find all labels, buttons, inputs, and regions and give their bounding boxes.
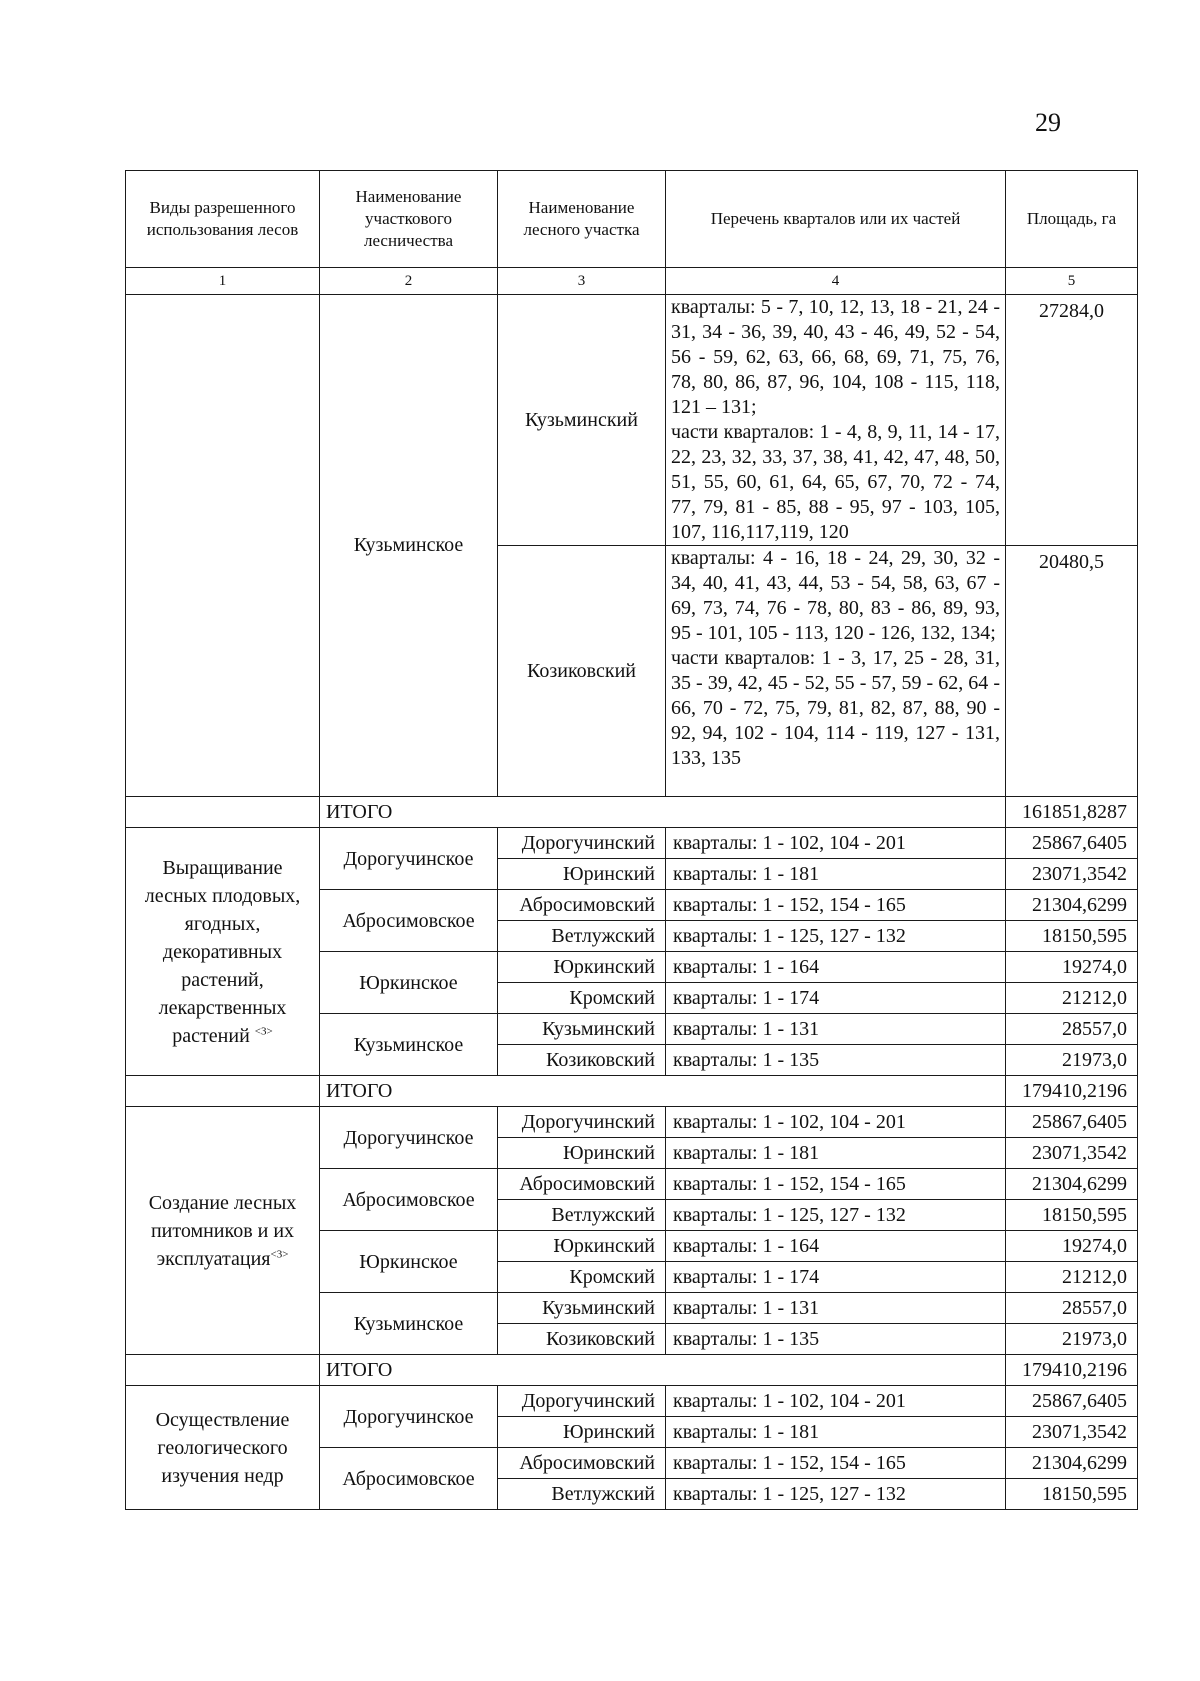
vid-cell-empty <box>126 295 320 797</box>
table-row <box>126 1107 1138 1138</box>
kvartaly-cell: кварталы: 1 - 102, 104 - 201 <box>666 828 1006 859</box>
total-row <box>126 1355 1138 1386</box>
kvartaly-cell: кварталы: 1 - 181 <box>666 1417 1006 1448</box>
vid-cell-empty <box>126 1355 320 1386</box>
kvartaly-cell: кварталы: 1 - 125, 127 - 132 <box>666 1479 1006 1510</box>
uchastok-cell: Кузьминский <box>498 295 666 546</box>
area-cell: 21973,0 <box>1006 1324 1138 1355</box>
lesnichestvo-cell: Абросимовское <box>320 890 498 952</box>
lesnichestvo-cell: Юркинское <box>320 952 498 1014</box>
uchastok-cell: Кузьминский <box>498 1014 666 1045</box>
total-row <box>126 797 1138 828</box>
area-cell: 28557,0 <box>1006 1014 1138 1045</box>
kvartaly-cell: кварталы: 1 - 181 <box>666 1138 1006 1169</box>
uchastok-cell: Козиковский <box>498 546 666 797</box>
kvartaly-text: кварталы: 4 - 16, 18 - 24, 29, 30, 32 - 34, 40, 41, 43, 44, 53 - 54, 58, 63, 67 - 69, 73, 74, 76 - 78, 80, 83 - 86, 89, 93, 95 - 101, 105 - 113, 120 - 126, 132, 134; <box>671 547 1000 644</box>
area-cell: 19274,0 <box>1006 952 1138 983</box>
lesnichestvo-cell: Абросимовское <box>320 1448 498 1510</box>
uchastok-cell: Кузьминский <box>498 1293 666 1324</box>
uchastok-cell: Юркинский <box>498 952 666 983</box>
uchastok-cell: Ветлужский <box>498 1200 666 1231</box>
kvartaly-cell: кварталы: 1 - 102, 104 - 201 <box>666 1386 1006 1417</box>
area-cell: 28557,0 <box>1006 1293 1138 1324</box>
kvartaly-cell: кварталы: 1 - 135 <box>666 1324 1006 1355</box>
kvartaly-cell: кварталы: 1 - 131 <box>666 1293 1006 1324</box>
uchastok-cell: Козиковский <box>498 1324 666 1355</box>
uchastok-cell: Дорогучинский <box>498 1386 666 1417</box>
chasti-text: части кварталов: 1 - 4, 8, 9, 11, 14 - 17, 22, 23, 32, 33, 37, 38, 41, 42, 47, 48, 50, 51, 55, 60, 61, 64, 65, 67, 70, 72 - 74, 77, 79, 81 - 85, 88 - 95, 97 - 103, 105, 107, 116,117,119, 120 <box>671 421 1000 543</box>
vid-cell: Осуществление геологического изучения недр <box>126 1386 320 1510</box>
column-number: 4 <box>666 268 1006 295</box>
area-cell: 18150,595 <box>1006 1479 1138 1510</box>
column-number-row <box>126 268 1138 295</box>
uchastok-cell: Ветлужский <box>498 921 666 952</box>
area-cell: 25867,6405 <box>1006 828 1138 859</box>
page-number: 29 <box>1035 108 1061 137</box>
total-label: ИТОГО <box>320 1355 1006 1386</box>
area-cell: 19274,0 <box>1006 1231 1138 1262</box>
lesnichestvo-cell: Дорогучинское <box>320 828 498 890</box>
kvartaly-cell: кварталы: 1 - 174 <box>666 1262 1006 1293</box>
area-cell: 21304,6299 <box>1006 890 1138 921</box>
kvartaly-cell: кварталы: 1 - 164 <box>666 952 1006 983</box>
vid-cell-empty <box>126 797 320 828</box>
area-cell: 21973,0 <box>1006 1045 1138 1076</box>
kvartaly-cell: кварталы: 1 - 152, 154 - 165 <box>666 1169 1006 1200</box>
uchastok-cell: Юринский <box>498 1138 666 1169</box>
header-kvartaly: Перечень кварталов или их частей <box>666 171 1006 268</box>
area-cell: 23071,3542 <box>1006 1138 1138 1169</box>
total-label: ИТОГО <box>320 797 1006 828</box>
column-number: 3 <box>498 268 666 295</box>
kvartaly-cell <box>666 295 1006 546</box>
header-vid: Виды разрешенного использования лесов <box>126 171 320 268</box>
area-cell: 21304,6299 <box>1006 1448 1138 1479</box>
kvartaly-cell: кварталы: 1 - 131 <box>666 1014 1006 1045</box>
area-cell: 25867,6405 <box>1006 1386 1138 1417</box>
header-lesnichestvo: Наименование участкового лесничества <box>320 171 498 268</box>
vid-text: Создание лесных питомников и их эксплуатация <box>148 1191 297 1270</box>
lesnichestvo-cell: Кузьминское <box>320 1014 498 1076</box>
footnote-ref: <3> <box>254 1024 273 1037</box>
total-row <box>126 1076 1138 1107</box>
total-label: ИТОГО <box>320 1076 1006 1107</box>
vid-cell <box>126 1107 320 1355</box>
uchastok-cell: Ветлужский <box>498 1479 666 1510</box>
area-cell: 21212,0 <box>1006 1262 1138 1293</box>
uchastok-cell: Дорогучинский <box>498 1107 666 1138</box>
uchastok-cell: Абросимовский <box>498 1448 666 1479</box>
uchastok-cell: Юринский <box>498 859 666 890</box>
vid-text: Выращивание лесных плодовых, ягодных, декоративных растений, лекарственных растений <box>144 856 301 1047</box>
footnote-ref: <3> <box>270 1247 289 1260</box>
area-cell: 23071,3542 <box>1006 1417 1138 1448</box>
area-cell: 21304,6299 <box>1006 1169 1138 1200</box>
area-cell: 18150,595 <box>1006 921 1138 952</box>
lesnichestvo-cell: Кузьминское <box>320 1293 498 1355</box>
kvartaly-cell: кварталы: 1 - 181 <box>666 859 1006 890</box>
vid-cell-empty <box>126 1076 320 1107</box>
kvartaly-cell: кварталы: 1 - 164 <box>666 1231 1006 1262</box>
uchastok-cell: Абросимовский <box>498 890 666 921</box>
total-value: 161851,8287 <box>1006 797 1138 828</box>
total-value: 179410,2196 <box>1006 1076 1138 1107</box>
header-uchastok: Наименование лесного участка <box>498 171 666 268</box>
column-number: 2 <box>320 268 498 295</box>
forest-use-table <box>125 170 1138 1510</box>
header-row <box>126 171 1138 268</box>
kvartaly-cell: кварталы: 1 - 174 <box>666 983 1006 1014</box>
vid-cell <box>126 828 320 1076</box>
uchastok-cell: Дорогучинский <box>498 828 666 859</box>
area-cell: 20480,5 <box>1006 546 1138 797</box>
kvartaly-cell: кварталы: 1 - 152, 154 - 165 <box>666 890 1006 921</box>
table-row <box>126 295 1138 546</box>
column-number: 1 <box>126 268 320 295</box>
area-cell: 18150,595 <box>1006 1200 1138 1231</box>
lesnichestvo-cell: Юркинское <box>320 1231 498 1293</box>
area-cell: 27284,0 <box>1006 295 1138 546</box>
lesnichestvo-cell: Дорогучинское <box>320 1107 498 1169</box>
uchastok-cell: Юркинский <box>498 1231 666 1262</box>
area-cell: 25867,6405 <box>1006 1107 1138 1138</box>
table-row <box>126 828 1138 859</box>
uchastok-cell: Кромский <box>498 1262 666 1293</box>
chasti-text: части кварталов: 1 - 3, 17, 25 - 28, 31, 35 - 39, 42, 45 - 52, 55 - 57, 59 - 62, 64 - 66, 70 - 72, 75, 79, 81, 82, 87, 88, 90 - 92, 94, 102 - 104, 114 - 119, 127 - 131, 133, 135 <box>671 647 1000 769</box>
kvartaly-text: кварталы: 5 - 7, 10, 12, 13, 18 - 21, 24 - 31, 34 - 36, 39, 40, 43 - 46, 49, 52 - 54, 56 - 59, 62, 63, 66, 68, 69, 71, 75, 76, 78, 80, 86, 87, 96, 104, 108 - 115, 118, 121 – 131; <box>671 296 1000 418</box>
lesnichestvo-cell: Абросимовское <box>320 1169 498 1231</box>
kvartaly-cell <box>666 546 1006 797</box>
kvartaly-cell: кварталы: 1 - 135 <box>666 1045 1006 1076</box>
kvartaly-cell: кварталы: 1 - 152, 154 - 165 <box>666 1448 1006 1479</box>
kvartaly-cell: кварталы: 1 - 125, 127 - 132 <box>666 921 1006 952</box>
total-value: 179410,2196 <box>1006 1355 1138 1386</box>
table-row <box>126 1386 1138 1417</box>
uchastok-cell: Юринский <box>498 1417 666 1448</box>
lesnichestvo-cell: Дорогучинское <box>320 1386 498 1448</box>
uchastok-cell: Абросимовский <box>498 1169 666 1200</box>
uchastok-cell: Кромский <box>498 983 666 1014</box>
area-cell: 21212,0 <box>1006 983 1138 1014</box>
kvartaly-cell: кварталы: 1 - 125, 127 - 132 <box>666 1200 1006 1231</box>
column-number: 5 <box>1006 268 1138 295</box>
kvartaly-cell: кварталы: 1 - 102, 104 - 201 <box>666 1107 1006 1138</box>
uchastok-cell: Козиковский <box>498 1045 666 1076</box>
lesnichestvo-cell: Кузьминское <box>320 295 498 797</box>
area-cell: 23071,3542 <box>1006 859 1138 890</box>
header-area: Площадь, га <box>1006 171 1138 268</box>
